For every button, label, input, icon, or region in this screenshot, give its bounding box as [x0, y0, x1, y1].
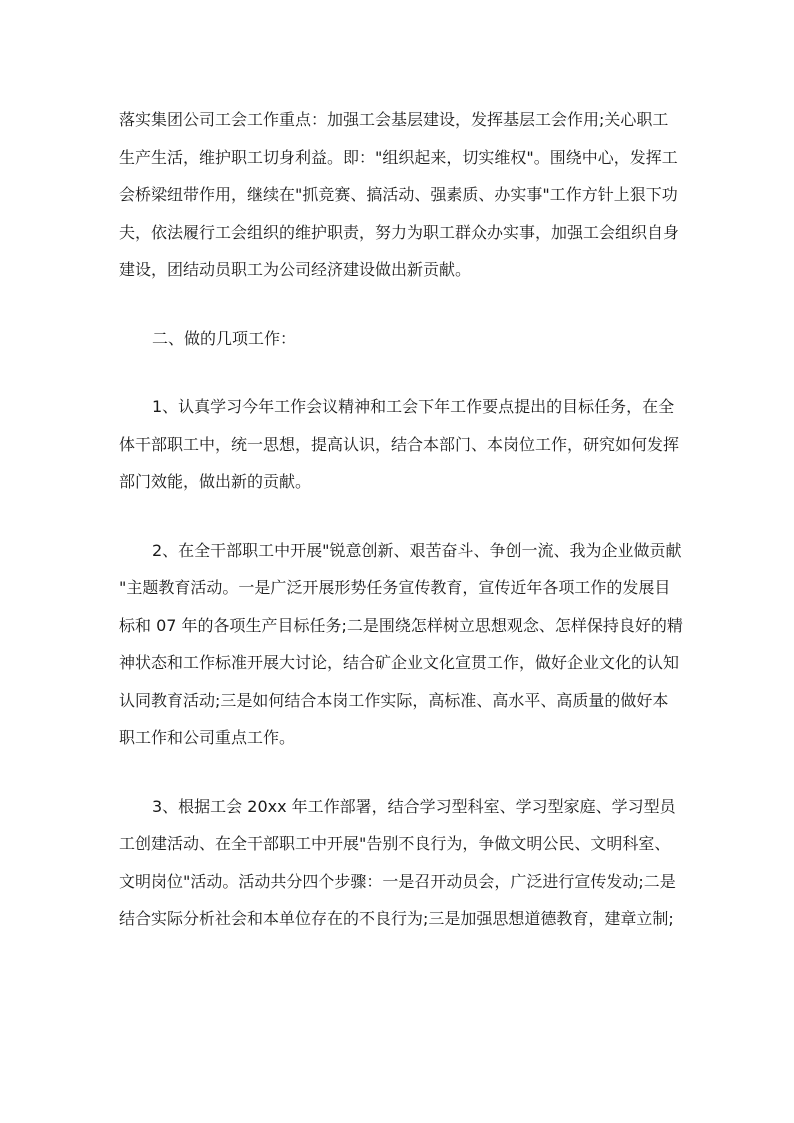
paragraph-spacer	[119, 289, 675, 320]
paragraph-item-1	[119, 388, 680, 501]
text-line: 认同教育活动;三是如何结合本岗工作实际，高标准、高水平、高质量的做好本	[119, 690, 669, 710]
text-line: 职工作和公司重点工作。	[119, 728, 296, 747]
text-line: 会桥梁纽带作用，继续在"抓竞赛、搞活动、强素质、办实事"工作方针上狠下功	[119, 185, 678, 204]
text-line: 结合实际分析社会和本单位存在的不良行为;三是加强思想道德教育，建章立制;	[119, 909, 674, 928]
paragraph-item-2	[119, 532, 683, 757]
paragraph-spacer	[119, 501, 675, 532]
text-line: 夫，依法履行工会组织的维护职责，努力为职工群众办实事，加强工会组织自身	[119, 222, 680, 242]
text-line: 文明岗位"活动。活动共分四个步骤：一是召开动员会，广泛进行宣传发动;二是	[119, 871, 676, 891]
text-line: 3、根据工会 20xx 年工作部署，结合学习型科室、学习型家庭、学习型员	[152, 796, 676, 816]
text-line: 1、认真学习今年工作会议精神和工会下年工作要点提出的目标任务，在全	[152, 397, 675, 416]
section-heading	[119, 320, 675, 358]
text-line: 落实集团公司工会工作重点：加强工会基层建设，发挥基层工会作用;关心职工	[119, 110, 669, 129]
text-line: 标和 07 年的各项生产目标任务;二是围绕怎样树立思想观念、怎样保持良好的精	[119, 615, 683, 635]
text-line: 建设，团结动员职工为公司经济建设做出新贡献。	[119, 260, 472, 279]
text-line: 部门效能，做出新的贡献。	[119, 472, 312, 491]
text-line: 二、做的几项工作：	[152, 328, 297, 348]
text-line: "主题教育活动。一是广泛开展形势任务宣传教育，宣传近年各项工作的发展目	[119, 578, 671, 597]
document-body	[119, 101, 683, 938]
paragraph-spacer	[119, 357, 675, 388]
text-line: 生产生活，维护职工切身利益。即："组织起来，切实维权"。围绕中心，发挥工	[119, 147, 678, 167]
text-line: 工创建活动、在全干部职工中开展"告别不良行为，争做文明公民、文明科室、	[119, 834, 671, 853]
text-line: 神状态和工作标准开展大讨论，结合矿企业文化宣贯工作，做好企业文化的认知	[119, 653, 680, 672]
text-line: 2、在全干部职工中开展"锐意创新、艰苦奋斗、争创一流、我为企业做贡献	[152, 540, 682, 560]
paragraph-item-3	[119, 788, 675, 938]
paragraph-spacer	[119, 757, 675, 788]
paragraph-intro	[119, 101, 680, 289]
text-line: 体干部职工中，统一思想，提高认识，结合本部门、本岗位工作，研究如何发挥	[119, 434, 680, 454]
